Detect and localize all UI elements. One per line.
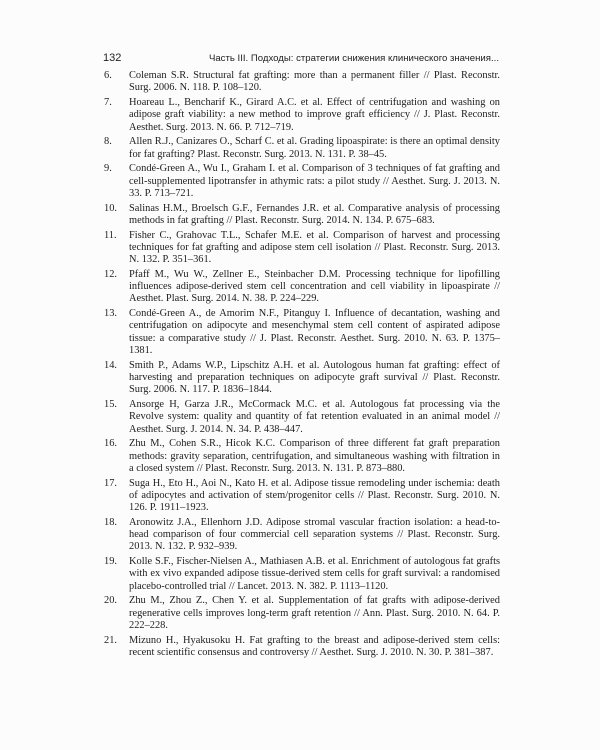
reference-number: 6. bbox=[104, 70, 112, 81]
reference-text: Salinas H.M., Broelsch G.F., Fernandes J.R. et al. Comparative analysis of processing methods in fat grafting // Plast. Reconstr. Surg. 2014. N. 134. P. 675–683. bbox=[129, 202, 500, 226]
reference-text: Aronowitz J.A., Ellenhorn J.D. Adipose stromal vascular fraction isolation: a head-to-head comparison of four commercial cell separation systems // Plast. Reconstr. Surg. 2013. N. 132. P. 932–939. bbox=[129, 516, 500, 553]
page-header bbox=[103, 52, 499, 64]
reference-text: Ansorge H, Garza J.R., McCormack M.C. et al. Autologous fat processing via the Revolve system: quality and quantity of fat retention evaluated in an animal model // Aesthet. Surg. J. 2014. N. 34. P. 438–447. bbox=[129, 398, 500, 435]
reference-text: Pfaff M., Wu W., Zellner E., Steinbacher D.M. Processing technique for lipofilling influences adipose-derived stem cell concentration and cell viability in lipoaspirate // Aesthet. Plast. Surg. 2014. N. 38. P. 224–229. bbox=[129, 268, 500, 305]
reference-item bbox=[104, 97, 500, 134]
reference-text: Hoareau L., Bencharif K., Girard A.C. et al. Effect of centrifugation and washing on adipose graft viability: a new method to improve graft efficiency // J. Plast. Reconstr. Aesthet. Surg. 2013. N. 66. P. 712–719. bbox=[129, 96, 500, 133]
reference-text: Coleman S.R. Structural fat grafting: more than a permanent filler // Plast. Reconstr. Surg. 2006. N. 118. P. 108–120. bbox=[129, 70, 500, 94]
reference-number: 19. bbox=[104, 556, 117, 568]
reference-number: 17. bbox=[104, 477, 117, 489]
reference-item bbox=[104, 595, 500, 632]
page-number: 132 bbox=[103, 52, 122, 64]
reference-item bbox=[104, 70, 500, 95]
reference-text: Allen R.J., Canizares O., Scharf C. et al. Grading lipoaspirate: is there an optimal density for fat grafting? Plast. Reconstr. Surg. 2013. N. 131. P. 38–45. bbox=[129, 136, 500, 160]
reference-number: 20. bbox=[104, 595, 117, 607]
running-head: Часть III. Подходы: стратегии снижения клинического значения... bbox=[208, 53, 499, 64]
reference-item bbox=[104, 438, 500, 475]
reference-number: 9. bbox=[104, 163, 112, 175]
reference-number: 7. bbox=[104, 96, 112, 108]
reference-text: Condé-Green A., de Amorim N.F., Pitanguy I. Influence of decantation, washing and centrifugation on adipocyte and mesenchymal stem cell content of aspirated adipose tissue: a comparative study // J. Plast. Reconstr. Aesthet. Surg. 2010. N. 63. P. 1375–1381. bbox=[129, 308, 500, 356]
reference-number: 18. bbox=[104, 516, 117, 528]
reference-item bbox=[104, 230, 500, 267]
reference-item bbox=[104, 360, 500, 397]
reference-number: 14. bbox=[104, 359, 117, 371]
reference-number: 13. bbox=[104, 308, 117, 320]
reference-list bbox=[104, 70, 500, 662]
reference-number: 21. bbox=[104, 634, 117, 646]
reference-text: Suga H., Eto H., Aoi N., Kato H. et al. Adipose tissue remodeling under ischemia: death of adipocytes and activation of stem/progenitor cells // Plast. Reconstr. Surg. 2010. N. 126. P. 1911–1923. bbox=[129, 477, 500, 514]
reference-text: Zhu M., Cohen S.R., Hicok K.C. Comparison of three different fat graft preparation methods: gravity separation, centrifugation, and simultaneous washing with filtration in a closed system // Plast. Reconstr. Surg. 2013. N. 131. P. 873–880. bbox=[129, 438, 500, 474]
reference-text: Kolle S.F., Fischer-Nielsen A., Mathiasen A.B. et al. Enrichment of autologous fat grafts with ex vivo expanded adipose tissue-derived stem cells for graft survival: a randomised placebo-controlled trial // Lancet. 2013. N. 382. P. 1113–1120. bbox=[129, 556, 500, 592]
reference-number: 10. bbox=[104, 202, 117, 214]
reference-item bbox=[104, 556, 500, 593]
reference-item bbox=[104, 269, 500, 306]
reference-number: 11. bbox=[104, 229, 117, 241]
reference-item bbox=[104, 308, 500, 357]
reference-item bbox=[104, 517, 500, 554]
reference-item bbox=[104, 203, 500, 228]
reference-text: Condé-Green A., Wu I., Graham I. et al. Comparison of 3 techniques of fat grafting and cell-supplemented lipotransfer in athymic rats: a pilot study // Aesthet. Surg. J. 2013. N. 33. P. 713–721. bbox=[129, 163, 500, 199]
reference-item bbox=[104, 136, 500, 161]
reference-item bbox=[104, 478, 500, 515]
reference-number: 16. bbox=[104, 438, 117, 450]
reference-text: Zhu M., Zhou Z., Chen Y. et al. Supplementation of fat grafts with adipose-derived regenerative cells improves long-term graft retention // Ann. Plast. Surg. 2010. N. 64. P. 222–228. bbox=[129, 595, 500, 631]
reference-item bbox=[104, 399, 500, 436]
reference-item bbox=[104, 635, 500, 660]
reference-text: Fisher C., Grahovac T.L., Schafer M.E. et al. Comparison of harvest and processing techniques for fat grafting and adipose stem cell isolation // Plast. Reconstr. Surg. 2013. N. 132. P. 351–361. bbox=[129, 229, 500, 266]
reference-number: 12. bbox=[104, 268, 117, 280]
reference-number: 8. bbox=[104, 136, 112, 148]
reference-item bbox=[104, 163, 500, 200]
reference-text: Mizuno H., Hyakusoku H. Fat grafting to the breast and adipose-derived stem cells: recent scientific consensus and controversy // Aesthet. Surg. J. 2010. N. 30. P. 381–387. bbox=[129, 634, 500, 658]
reference-number: 15. bbox=[104, 398, 117, 410]
reference-text: Smith P., Adams W.P., Lipschitz A.H. et al. Autologous human fat grafting: effect of harvesting and preparation techniques on adipocyte graft survival // Plast. Reconstr. Surg. 2006. N. 117. P. 1836–1844. bbox=[129, 359, 500, 396]
